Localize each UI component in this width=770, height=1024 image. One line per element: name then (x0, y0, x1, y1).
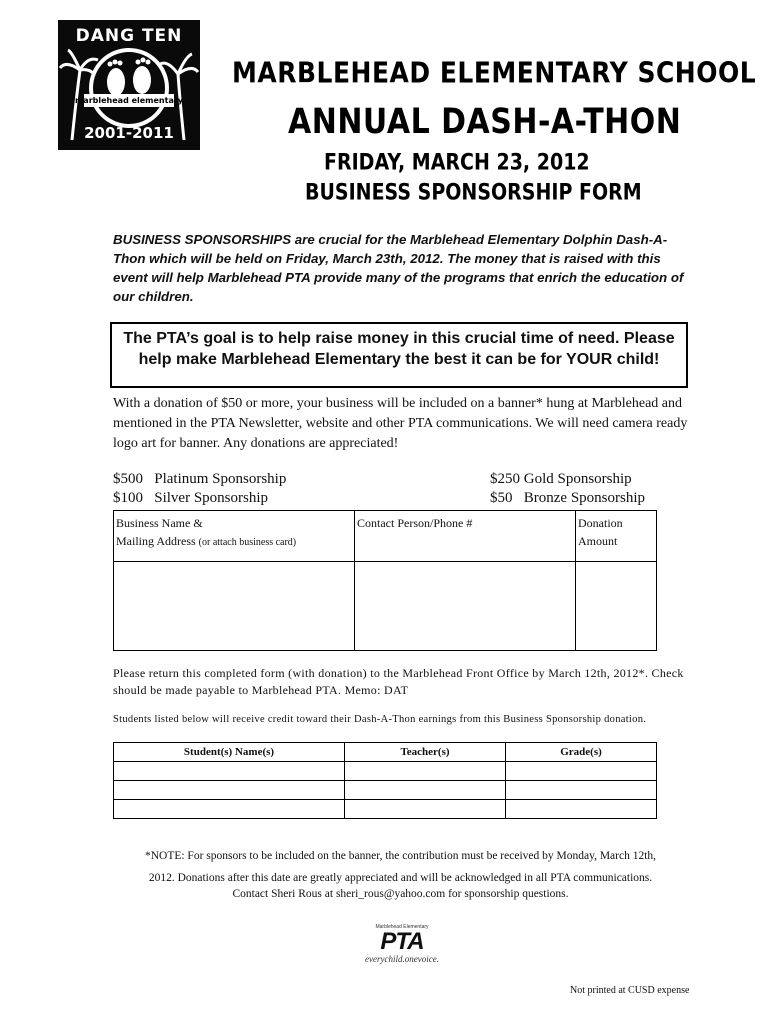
teacher-cell[interactable] (345, 800, 506, 819)
pta-logo (362, 924, 442, 974)
donation-paragraph: With a donation of $50 or more, your business will be included on a banner* hung at Marblehead and mentioned in the PTA Newsletter, website and other PTA communications. We will need camera ready logo art for banner. Any donations are appreciated! (113, 396, 688, 451)
student-table (113, 742, 657, 819)
business-name-label: Business Name & (116, 516, 203, 530)
credit-instructions: Students listed below will receive credit toward their Dash-A-Thon earnings from this Business Sponsorship donation. (113, 714, 647, 725)
teacher-cell[interactable] (345, 781, 506, 800)
dash-logo (58, 20, 200, 150)
logo-top-text: DANG TEN (75, 26, 183, 46)
donation-label: Donation (578, 516, 623, 530)
pta-logo-tagline: everychild.onevoice. (365, 954, 439, 964)
contact-cell[interactable] (355, 562, 576, 651)
business-entry-row (114, 562, 657, 651)
pta-logo-word: PTA (380, 928, 424, 955)
tier-bronze (490, 490, 645, 507)
note-line-1: *NOTE: For sponsors to be included on the banner, the contribution must be received by Monday, March 12th, (144, 850, 657, 862)
note-line-2: 2012. Donations after this date are greatly appreciated and will be acknowledged in all PTA communications. (148, 872, 653, 884)
goal-box: The PTA’s goal is to help raise money in this crucial time of need. Please help make Marblehead Elementary the best it can be for YOUR child! (110, 322, 688, 388)
logo-sub-text: marblehead elementary (74, 96, 184, 105)
business-table-header (114, 511, 657, 562)
attach-card-note: (or attach business card) (198, 537, 297, 548)
grade-cell[interactable] (506, 762, 657, 781)
student-row (114, 781, 657, 800)
student-name-cell[interactable] (114, 781, 345, 800)
event-title: ANNUAL DASH-A-THON (288, 102, 682, 143)
donation-header (576, 511, 657, 562)
student-table-header (114, 743, 657, 762)
logo-years: 2001-2011 (84, 124, 174, 142)
mailing-address-label (116, 532, 352, 552)
tier-bronze-label: $50 Bronze Sponsorship (490, 490, 645, 506)
event-date: FRIDAY, MARCH 23, 2012 (324, 150, 590, 176)
contact-line: Contact Sheri Rous at sheri_rous@yahoo.com for sponsorship questions. (232, 888, 569, 900)
banner-note (113, 845, 688, 889)
student-row (114, 800, 657, 819)
business-table (113, 510, 657, 651)
mailing-address-text: Mailing Address (116, 534, 196, 548)
tier-gold (490, 471, 632, 488)
pta-logo-top: Marblehead Elementary (375, 924, 429, 930)
tier-gold-label: $250 Gold Sponsorship (490, 471, 632, 487)
business-name-header (114, 511, 355, 562)
intro-paragraph: BUSINESS SPONSORSHIPS are crucial for the Marblehead Elementary Dolphin Dash-A-Thon which will be held on Friday, March 23th, 2012. The money that is raised with this event will help Marblehead PTA provide many of the programs that enrich the education of our children. (113, 232, 684, 304)
tier-platinum-label: $500 Platinum Sponsorship (113, 471, 287, 487)
grade-header: Grade(s) (506, 743, 657, 762)
contact-label: Contact Person/Phone # (357, 516, 473, 530)
tier-silver-label: $100 Silver Sponsorship (113, 490, 269, 506)
donation-amount-cell[interactable] (576, 562, 657, 651)
form-title: BUSINESS SPONSORSHIP FORM (305, 180, 642, 206)
tier-platinum (113, 471, 286, 488)
student-name-cell[interactable] (114, 800, 345, 819)
student-name-header: Student(s) Name(s) (114, 743, 345, 762)
footer-note: Not printed at CUSD expense (570, 985, 690, 996)
business-name-cell[interactable] (114, 562, 355, 651)
tier-silver (113, 490, 268, 507)
student-name-cell[interactable] (114, 762, 345, 781)
teacher-cell[interactable] (345, 762, 506, 781)
teacher-header: Teacher(s) (345, 743, 506, 762)
amount-label: Amount (578, 534, 618, 548)
contact-header (355, 511, 576, 562)
grade-cell[interactable] (506, 781, 657, 800)
return-instructions: Please return this completed form (with donation) to the Marblehead Front Office by March 12th, 2012*. Check should be made payable to Marblehead PTA. Memo: DAT (113, 666, 684, 697)
school-title: MARBLEHEAD ELEMENTARY SCHOOL (232, 56, 757, 90)
student-row (114, 762, 657, 781)
grade-cell[interactable] (506, 800, 657, 819)
